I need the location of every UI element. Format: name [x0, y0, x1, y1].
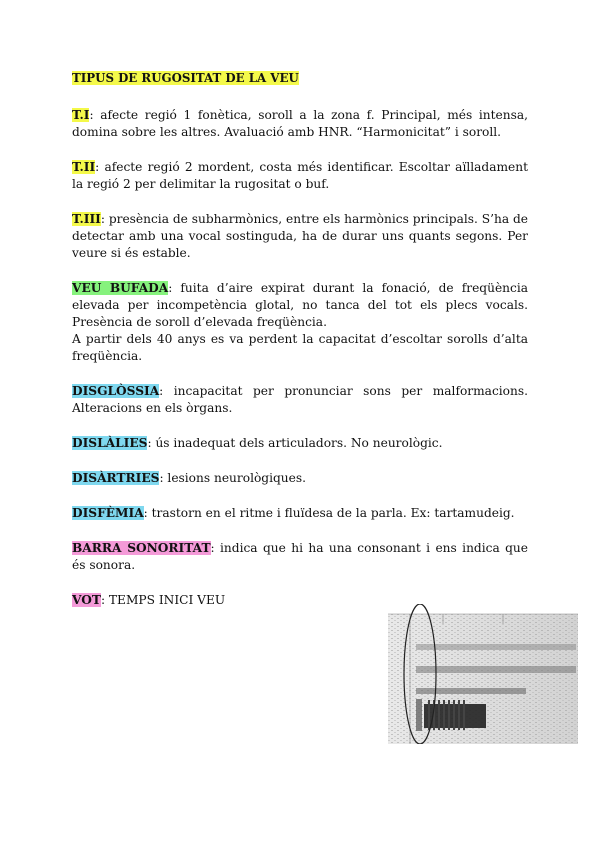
note-veu-bufada: A partir dels 40 anys es va perdent la capacitat d’escoltar sorolls d’alta freqüència.	[72, 332, 528, 363]
term-disfemia: DISFÈMIA	[72, 506, 144, 520]
term-dislalies: DISLÀLIES	[72, 436, 148, 450]
entry-t3	[72, 211, 528, 262]
term-barra-sonoritat: BARRA SONORITAT	[72, 541, 211, 555]
term-disartries: DISÀRTRIES	[72, 471, 160, 485]
document-title	[72, 70, 528, 87]
document-page	[72, 70, 528, 627]
spectrogram-image	[388, 604, 578, 744]
definition-t3: : presència de subharmònics, entre els harmònics principals. S’ha de detectar amb una vocal sostinguda, ha de durar uns quants segons. Per veure si és estable.	[72, 212, 528, 260]
definition-dislalies: : ús inadequat dels articuladors. No neurològic.	[147, 436, 443, 450]
definition-veu-bufada: : fuita d’aire expirat durant la fonació, de freqüència elevada per incompetència glotal, no tanca del tot els plecs vocals. Presència de soroll d’elevada freqüència.	[72, 281, 529, 329]
definition-t1: : afecte regió 1 fonètica, soroll a la zona f. Principal, més intensa, domina sobre les altres. Avaluació amb HNR. “Harmonicitat” i soroll.	[72, 108, 528, 139]
term-t2: T.II	[72, 160, 96, 174]
definition-disglossia: : incapacitat per pronunciar sons per malformacions. Alteracions en els òrgans.	[72, 384, 528, 415]
entry-dislalies	[72, 435, 528, 452]
title-highlight: TIPUS DE RUGOSITAT DE LA VEU	[72, 71, 299, 85]
entry-barra-sonoritat	[72, 540, 528, 574]
term-vot: VOT	[72, 593, 101, 607]
entry-veu-bufada	[72, 280, 528, 365]
entry-disartries	[72, 470, 528, 487]
definition-vot: : TEMPS INICI VEU	[100, 593, 226, 607]
entry-disfemia	[72, 505, 528, 522]
definition-disartries: : lesions neurològiques.	[159, 471, 306, 485]
term-disglossia: DISGLÒSSIA	[72, 384, 160, 398]
definition-t2: : afecte regió 2 mordent, costa més identificar. Escoltar aïlladament la regió 2 per delimitar la rugositat o buf.	[72, 160, 528, 191]
definition-disfemia: : trastorn en el ritme i fluïdesa de la parla. Ex: tartamudeig.	[143, 506, 515, 520]
entry-disglossia	[72, 383, 528, 417]
definition-barra-sonoritat: : indica que hi ha una consonant i ens indica que és sonora.	[72, 541, 528, 572]
term-t1: T.I	[72, 108, 90, 122]
entry-t1	[72, 107, 528, 141]
term-veu-bufada: VEU BUFADA	[72, 281, 169, 295]
entry-t2	[72, 159, 528, 193]
term-t3: T.III	[72, 212, 101, 226]
